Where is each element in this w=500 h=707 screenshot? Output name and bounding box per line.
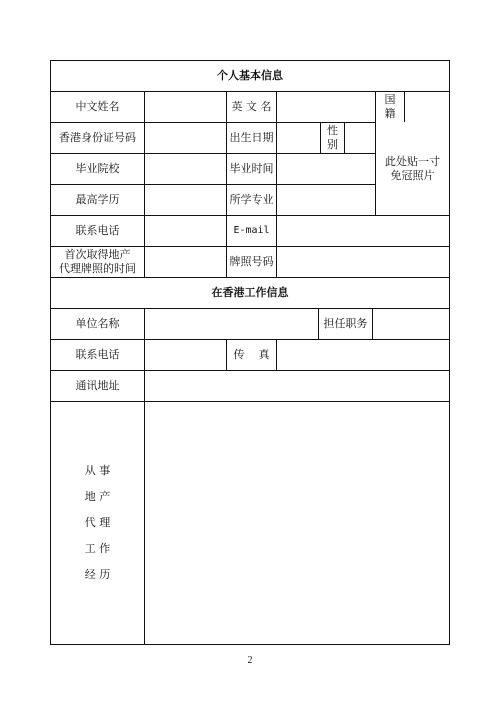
hk-work-info-title: 在香港工作信息 xyxy=(211,286,289,299)
gender-label-line: 性 xyxy=(327,124,338,137)
fax-field[interactable] xyxy=(277,340,449,370)
birth-date-field[interactable] xyxy=(277,123,320,153)
application-form xyxy=(50,60,450,645)
major-field[interactable] xyxy=(277,185,375,215)
license-time-label xyxy=(51,247,144,277)
personal-info-title: 个人基本信息 xyxy=(217,69,283,82)
experience-label xyxy=(51,402,144,644)
license-time-field[interactable] xyxy=(145,247,226,277)
work-phone-field[interactable] xyxy=(145,340,226,370)
email-field[interactable] xyxy=(277,216,449,246)
school-label: 毕业院校 xyxy=(75,162,120,175)
position-label: 担任职务 xyxy=(323,317,368,330)
phone-label: 联系电话 xyxy=(75,224,120,237)
form-border-right xyxy=(449,60,450,645)
position-field[interactable] xyxy=(373,309,449,339)
form-border-bottom xyxy=(50,644,450,645)
nationality-label-line: 国 xyxy=(384,93,396,106)
english-name-field[interactable] xyxy=(277,92,375,122)
chinese-name-label: 中文姓名 xyxy=(75,100,120,113)
education-field[interactable] xyxy=(145,185,226,215)
birth-date-label: 出生日期 xyxy=(229,131,274,144)
address-label: 通讯地址 xyxy=(75,379,120,392)
nationality-label-line: 籍 xyxy=(384,107,396,120)
experience-label-line: 地 产 xyxy=(84,490,111,503)
school-field[interactable] xyxy=(145,154,226,184)
photo-placeholder[interactable] xyxy=(376,123,449,215)
major-label: 所学专业 xyxy=(229,193,274,206)
license-time-label-line: 首次取得地产 xyxy=(64,248,131,261)
experience-field[interactable] xyxy=(145,402,449,644)
email-label: E-mail xyxy=(233,225,270,236)
company-field[interactable] xyxy=(145,309,318,339)
experience-label-line: 经 历 xyxy=(84,568,111,581)
english-name-label: 英 文 名 xyxy=(231,100,272,113)
photo-note-line: 免冠照片 xyxy=(390,169,435,182)
graduation-time-label: 毕业时间 xyxy=(229,162,274,175)
company-label: 单位名称 xyxy=(75,317,120,330)
education-label: 最高学历 xyxy=(75,193,120,206)
gender-label xyxy=(321,123,344,153)
experience-label-line: 从 事 xyxy=(84,464,111,477)
hkid-label: 香港身份证号码 xyxy=(59,131,136,144)
nationality-field[interactable] xyxy=(405,92,449,122)
page-number: 2 xyxy=(247,655,253,666)
hkid-field[interactable] xyxy=(145,123,226,153)
license-number-field[interactable] xyxy=(277,247,449,277)
work-phone-label: 联系电话 xyxy=(75,348,120,361)
experience-label-line: 工 作 xyxy=(84,542,111,555)
fax-label: 传 真 xyxy=(233,348,270,361)
gender-label-line: 别 xyxy=(327,138,338,151)
experience-label-line: 代 理 xyxy=(84,516,111,529)
gender-field[interactable] xyxy=(345,123,375,153)
license-number-label: 牌照号码 xyxy=(229,255,274,268)
phone-field[interactable] xyxy=(145,216,226,246)
nationality-label xyxy=(376,92,404,122)
graduation-time-field[interactable] xyxy=(277,154,375,184)
chinese-name-field[interactable] xyxy=(145,92,226,122)
license-time-label-line: 代理牌照的时间 xyxy=(59,262,136,275)
address-field[interactable] xyxy=(145,371,449,401)
photo-note-line: 此处贴一寸 xyxy=(385,155,440,168)
